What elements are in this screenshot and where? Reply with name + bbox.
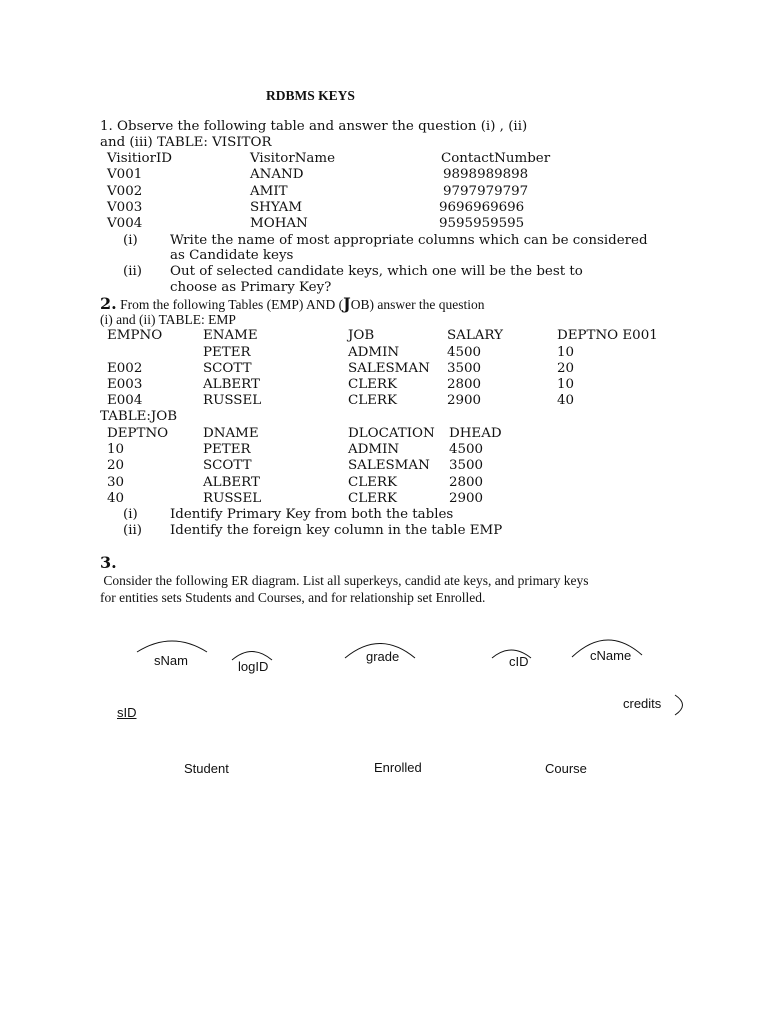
emp-cell: 2900 [447, 393, 482, 408]
q3-line1: Consider the following ER diagram. List all superkeys, candid ate keys, and primary keys [100, 573, 589, 588]
emp-cell: 20 [557, 361, 575, 376]
emp-cell: 3500 [447, 361, 482, 376]
emp-cell: PETER [203, 345, 251, 360]
job-header: DHEAD [449, 426, 502, 441]
job-cell: ADMIN [348, 442, 400, 457]
attribute-sid-key: sID [117, 705, 137, 720]
job-cell: PETER [203, 442, 251, 457]
job-header: DLOCATION [348, 426, 435, 441]
visitor-cell: V001 [107, 167, 143, 182]
job-cell: 3500 [449, 458, 484, 473]
emp-cell: 4500 [447, 345, 482, 360]
emp-cell: CLERK [348, 377, 397, 392]
job-cell: ALBERT [203, 475, 260, 490]
q2-item-num: (i) [123, 507, 138, 522]
visitor-cell: SHYAM [250, 200, 303, 215]
q1-item-text: choose as Primary Key? [170, 280, 332, 295]
entity-course: Course [545, 761, 587, 776]
job-cell: 4500 [449, 442, 484, 457]
q3-number: 3. [100, 553, 117, 572]
q3-line2: for entities sets Students and Courses, and for relationship set Enrolled. [100, 590, 486, 605]
q1-item-text: Write the name of most appropriate columns which can be considered [170, 233, 648, 248]
visitor-cell: AMIT [250, 184, 288, 199]
attribute-credits: credits [623, 696, 662, 711]
emp-cell: ALBERT [203, 377, 260, 392]
visitor-header-name: VisitorName [250, 151, 336, 166]
emp-cell: E003 [107, 377, 143, 392]
emp-header: JOB [348, 328, 375, 343]
emp-header: DEPTNO E001 [557, 328, 658, 343]
job-header: DEPTNO [107, 426, 169, 441]
entity-student: Student [184, 761, 229, 776]
visitor-cell: 9696969696 [439, 200, 525, 215]
visitor-cell: 9898989898 [443, 167, 529, 182]
visitor-cell: V003 [107, 200, 143, 215]
emp-cell: SALESMAN [348, 361, 430, 376]
job-cell: 20 [107, 458, 125, 473]
emp-cell: CLERK [348, 393, 397, 408]
relationship-enrolled: Enrolled [374, 760, 422, 775]
visitor-cell: V002 [107, 184, 143, 199]
visitor-cell: 9797979797 [443, 184, 529, 199]
q2-item-text: Identify Primary Key from both the tables [170, 507, 454, 522]
attribute-oval-arc-sname [137, 641, 207, 652]
visitor-cell: 9595959595 [439, 216, 525, 231]
job-cell: RUSSEL [203, 491, 262, 506]
q1-line1: 1. Observe the following table and answer the question (i) , (ii) [100, 119, 528, 134]
emp-header: SALARY [447, 328, 503, 343]
q2-item-num: (ii) [123, 523, 143, 538]
emp-header: EMPNO [107, 328, 163, 343]
job-cell: 10 [107, 442, 125, 457]
visitor-cell: ANAND [250, 167, 304, 182]
job-cell: 2800 [449, 475, 484, 490]
q2-number: 2. [100, 294, 117, 313]
emp-cell: 40 [557, 393, 575, 408]
job-cell: 2900 [449, 491, 484, 506]
q2-line2: (i) and (ii) TABLE: EMP [100, 312, 236, 327]
attribute-grade: grade [366, 649, 400, 664]
emp-cell: SCOTT [203, 361, 252, 376]
q2-text-b: J [343, 294, 351, 313]
q2-text-c: OB) answer the question [350, 297, 485, 312]
q1-item-num: (i) [123, 233, 138, 248]
job-cell: 40 [107, 491, 125, 506]
attribute-cname: cName [590, 648, 632, 663]
emp-cell: 2800 [447, 377, 482, 392]
attribute-oval-arc-credits [675, 695, 683, 715]
visitor-header-contact: ContactNumber [441, 151, 551, 166]
emp-cell: 10 [557, 377, 575, 392]
emp-cell: ADMIN [348, 345, 400, 360]
emp-cell: 10 [557, 345, 575, 360]
attribute-sname: sNam [154, 653, 188, 668]
q2-item-text: Identify the foreign key column in the table EMP [170, 523, 503, 538]
job-cell: CLERK [348, 491, 397, 506]
job-table-label: TABLE:JOB [100, 409, 178, 424]
q2-text-a: From the following Tables (EMP) AND ( [116, 297, 344, 312]
q1-item-num: (ii) [123, 264, 143, 279]
emp-cell: E004 [107, 393, 143, 408]
job-cell: SCOTT [203, 458, 252, 473]
q1-item-text: Out of selected candidate keys, which one will be the best to [170, 264, 583, 279]
attribute-cid: cID [509, 654, 529, 669]
q1-line2: and (iii) TABLE: VISITOR [100, 135, 272, 150]
visitor-cell: V004 [107, 216, 143, 231]
emp-cell: E002 [107, 361, 143, 376]
visitor-header-id: VisitiorID [107, 151, 173, 166]
emp-header: ENAME [203, 328, 258, 343]
page-title: RDBMS KEYS [266, 88, 355, 103]
q1-item-text: as Candidate keys [170, 248, 294, 263]
job-cell: SALESMAN [348, 458, 430, 473]
emp-cell: RUSSEL [203, 393, 262, 408]
job-cell: CLERK [348, 475, 397, 490]
job-header: DNAME [203, 426, 259, 441]
visitor-cell: MOHAN [250, 216, 308, 231]
job-cell: 30 [107, 475, 125, 490]
attribute-logid: logID [238, 659, 269, 674]
